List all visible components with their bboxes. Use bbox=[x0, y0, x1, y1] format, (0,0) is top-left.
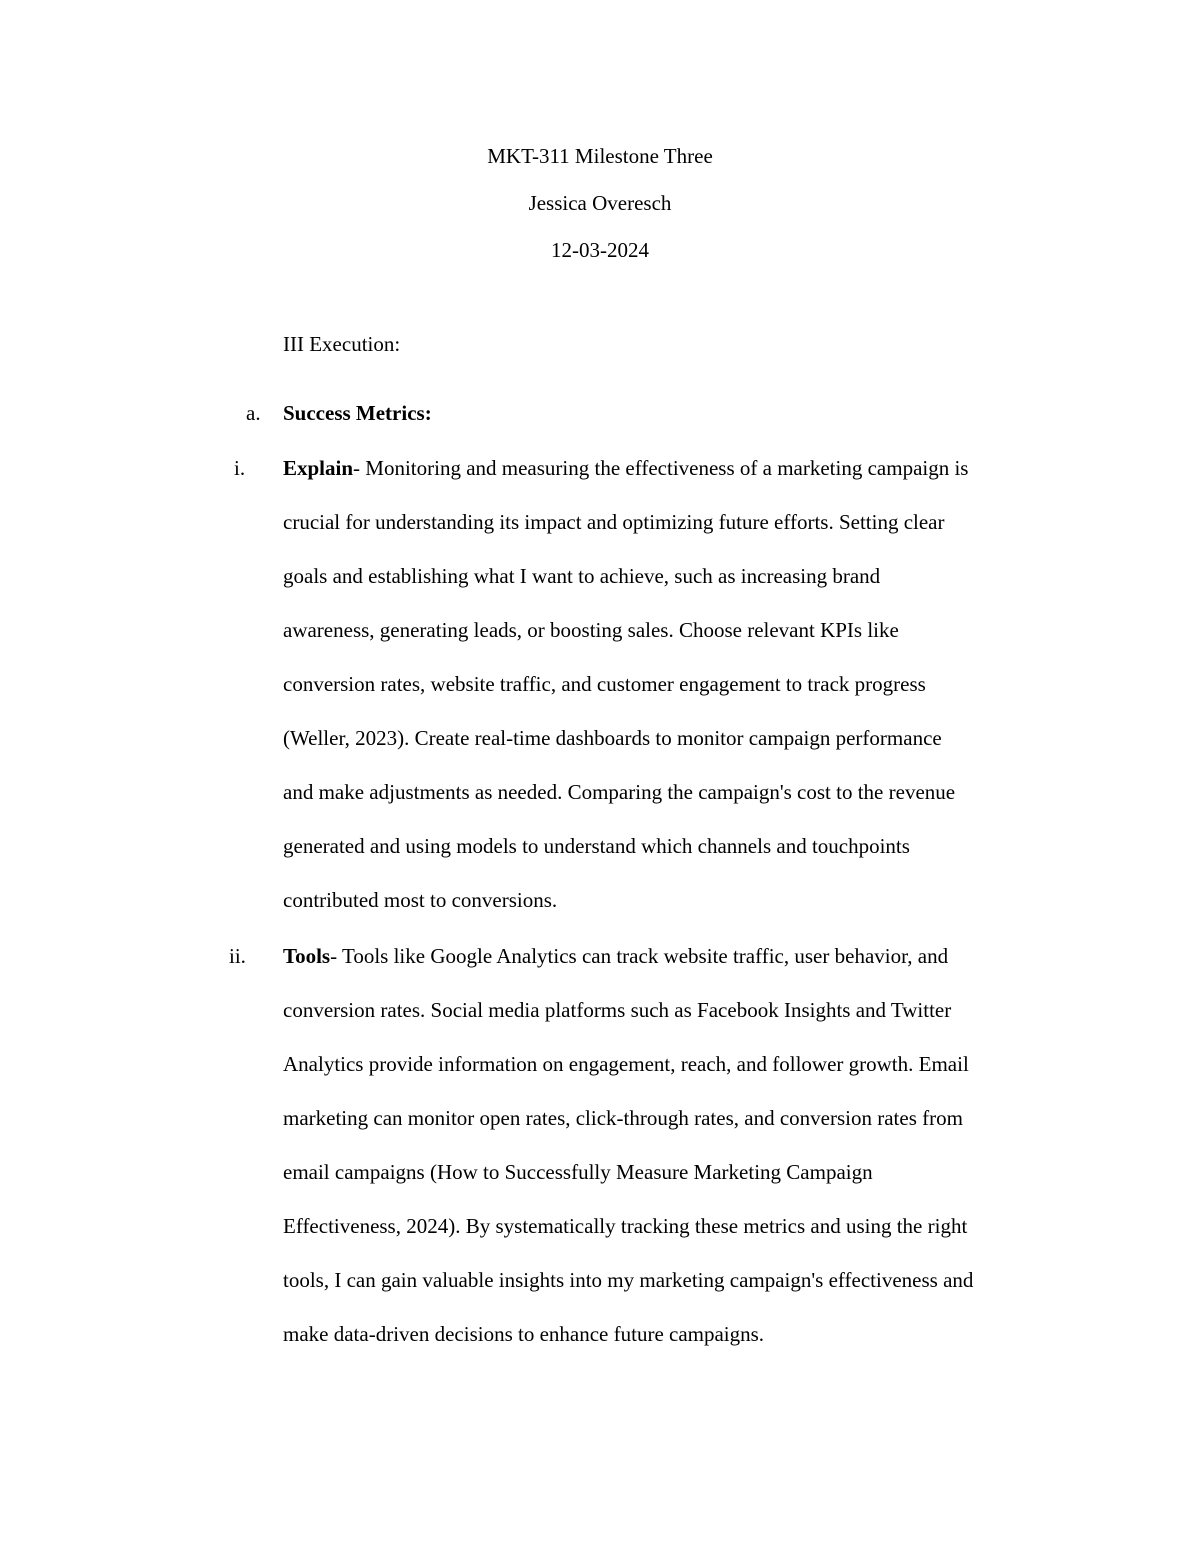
subsection-marker: a. bbox=[246, 401, 261, 425]
document-title: MKT-311 Milestone Three bbox=[487, 144, 713, 168]
paragraph-line: marketing can monitor open rates, click-through rates, and conversion rates from bbox=[283, 1106, 963, 1130]
subsection-title: Success Metrics: bbox=[283, 401, 432, 425]
explain-paragraph bbox=[283, 454, 1073, 940]
item-term: Tools bbox=[283, 944, 331, 968]
paragraph-line: conversion rates. Social media platforms such as Facebook Insights and Twitter bbox=[283, 998, 952, 1022]
paragraph-line: (Weller, 2023). Create real-time dashboards to monitor campaign performance bbox=[283, 726, 942, 750]
paragraph-line: Analytics provide information on engagement, reach, and follower growth. Email bbox=[283, 1052, 969, 1076]
paragraph-line: goals and establishing what I want to achieve, such as increasing brand bbox=[283, 564, 881, 588]
tools-paragraph bbox=[283, 942, 1073, 1374]
item-marker-explain: i. bbox=[234, 456, 246, 480]
paragraph-line: and make adjustments as needed. Comparing the campaign's cost to the revenue bbox=[283, 780, 956, 804]
paragraph-line: conversion rates, website traffic, and customer engagement to track progress bbox=[283, 672, 926, 696]
paragraph-line: Tools- Tools like Google Analytics can track website traffic, user behavior, and bbox=[283, 944, 949, 968]
paragraph-line: Effectiveness, 2024). By systematically tracking these metrics and using the right bbox=[283, 1214, 968, 1238]
paragraph-line: email campaigns (How to Successfully Measure Marketing Campaign bbox=[283, 1160, 873, 1184]
paragraph-line: tools, I can gain valuable insights into my marketing campaign's effectiveness and bbox=[283, 1268, 974, 1292]
section-heading: III Execution: bbox=[283, 332, 401, 356]
paragraph-line: generated and using models to understand which channels and touchpoints bbox=[283, 834, 910, 858]
item-term: Explain bbox=[283, 456, 354, 480]
paragraph-line: contributed most to conversions. bbox=[283, 888, 558, 912]
paragraph-line: make data-driven decisions to enhance future campaigns. bbox=[283, 1322, 765, 1346]
item-marker-tools: ii. bbox=[229, 944, 246, 968]
author-name: Jessica Overesch bbox=[528, 191, 672, 215]
paragraph-line: awareness, generating leads, or boosting sales. Choose relevant KPIs like bbox=[283, 618, 899, 642]
paragraph-line: crucial for understanding its impact and optimizing future efforts. Setting clear bbox=[283, 510, 945, 534]
document-date: 12-03-2024 bbox=[551, 238, 649, 262]
paragraph-line: Explain- Monitoring and measuring the effectiveness of a marketing campaign is bbox=[283, 456, 969, 480]
